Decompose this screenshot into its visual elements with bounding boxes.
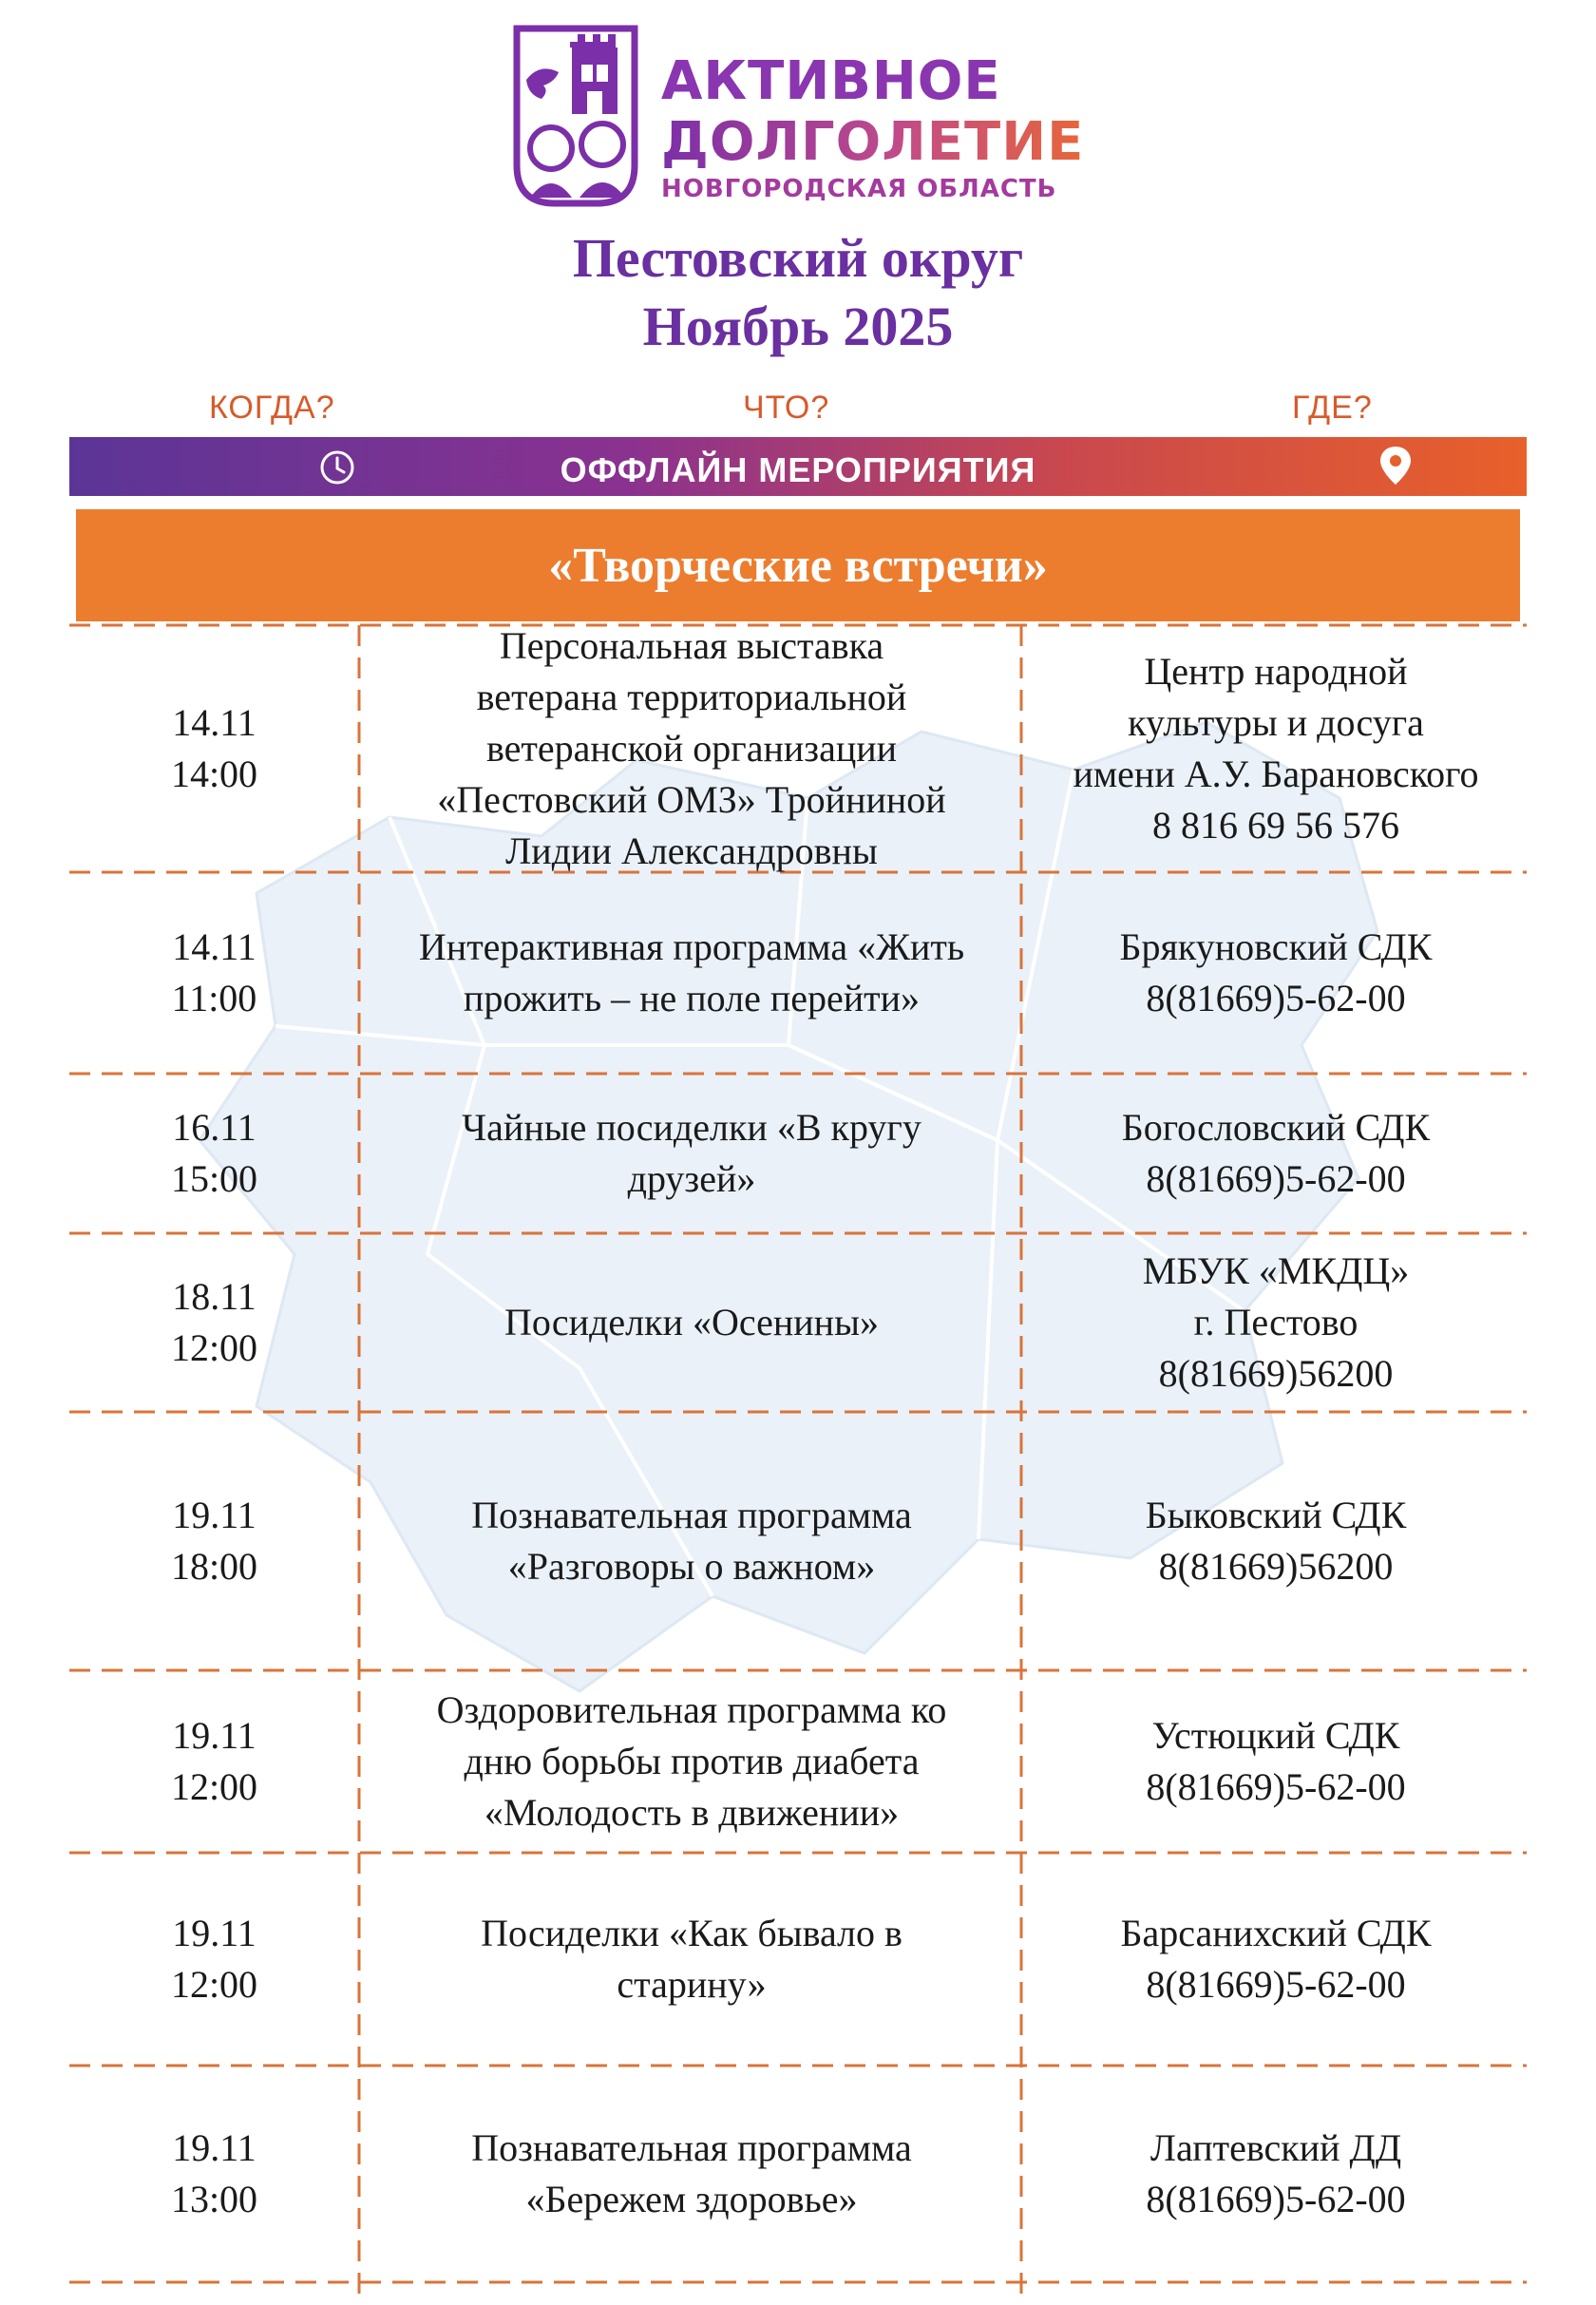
caption-when: КОГДА? xyxy=(209,390,335,426)
event-date: 19.11 xyxy=(172,2126,256,2169)
section-title: «Творческие встречи» xyxy=(548,539,1048,593)
event-date: 14.11 xyxy=(172,925,256,968)
event-what xyxy=(364,1074,1019,1233)
event-when xyxy=(69,1853,359,2066)
event-what xyxy=(364,872,1019,1074)
district-title: Пестовский округ xyxy=(572,227,1024,289)
event-where xyxy=(1024,872,1528,1074)
event-location: Быковский СДК 8(81669)56200 xyxy=(1145,1494,1407,1588)
event-description: Персональная выставка ветерана территориальной ветеранской организации «Пестовский ОМЗ» Тройниной Лидии Александровны xyxy=(437,624,946,872)
event-time: 11:00 xyxy=(171,977,257,1019)
event-where xyxy=(1024,625,1528,872)
event-where xyxy=(1024,1412,1528,1670)
event-where xyxy=(1024,2066,1528,2282)
event-time: 14:00 xyxy=(170,752,258,795)
event-description: Посиделки «Как бывало в старину» xyxy=(481,1912,902,2006)
event-date: 19.11 xyxy=(172,1714,256,1757)
event-location: Устюцкий СДК 8(81669)5-62-00 xyxy=(1146,1714,1406,1808)
event-location: МБУК «МКДЦ» г. Пестово 8(81669)56200 xyxy=(1142,1249,1410,1395)
logo-line-3: НОВГОРОДСКАЯ ОБЛАСТЬ xyxy=(661,175,1057,203)
event-what xyxy=(364,1412,1019,1670)
event-description: Познавательная программа «Разговоры о важном» xyxy=(471,1494,912,1588)
event-time: 13:00 xyxy=(170,2178,258,2220)
event-location: Центр народной культуры и досуга имени А.У. Барановского 8 816 69 56 576 xyxy=(1073,650,1479,847)
event-description: Чайные посиделки «В кругу друзей» xyxy=(462,1106,922,1200)
event-where xyxy=(1024,1074,1528,1233)
event-when xyxy=(69,1670,359,1853)
table-row xyxy=(69,2066,1527,2282)
caption-where: ГДЕ? xyxy=(1292,390,1373,426)
event-date: 18.11 xyxy=(172,1275,256,1318)
table-row xyxy=(69,1412,1527,1670)
logo-line-1: АКТИВНОЕ xyxy=(661,51,1084,112)
event-location: Лаптевский ДД 8(81669)5-62-00 xyxy=(1146,2126,1406,2220)
caption-what: ЧТО? xyxy=(743,390,830,426)
bar-title: ОФФЛАЙН МЕРОПРИЯТИЯ xyxy=(560,450,1036,489)
event-where xyxy=(1024,1670,1528,1853)
logo-emblem-icon xyxy=(509,23,642,209)
event-date: 16.11 xyxy=(172,1106,256,1149)
event-time: 12:00 xyxy=(170,1963,258,2006)
event-description: Оздоровительная программа ко дню борьбы против диабета «Молодость в движении» xyxy=(436,1688,947,1834)
event-location: Барсанихский СДК 8(81669)5-62-00 xyxy=(1120,1912,1432,2006)
event-what xyxy=(364,1670,1019,1853)
event-when xyxy=(69,1412,359,1670)
table-row xyxy=(69,625,1527,872)
logo-line-2: ДОЛГОЛЕТИЕ xyxy=(661,111,1085,173)
event-date: 19.11 xyxy=(172,1912,256,1954)
table-row xyxy=(69,1074,1527,1233)
offline-events-bar xyxy=(69,437,1527,496)
event-what xyxy=(364,625,1019,872)
event-date: 14.11 xyxy=(172,701,256,744)
month-title: Ноябрь 2025 xyxy=(642,295,954,357)
event-what xyxy=(364,2066,1019,2282)
section-band xyxy=(76,509,1520,621)
event-where xyxy=(1024,1853,1528,2066)
event-when xyxy=(69,1074,359,1233)
event-time: 18:00 xyxy=(170,1545,258,1588)
table-row xyxy=(69,1670,1527,1853)
event-location: Богословский СДК 8(81669)5-62-00 xyxy=(1121,1106,1431,1200)
event-time: 12:00 xyxy=(170,1326,258,1369)
event-description: Посиделки «Осенины» xyxy=(504,1301,879,1343)
event-what xyxy=(364,1853,1019,2066)
event-description: Интерактивная программа «Жить прожить – не поле перейти» xyxy=(418,925,965,1019)
event-date: 19.11 xyxy=(172,1494,256,1536)
event-when xyxy=(69,2066,359,2282)
event-time: 15:00 xyxy=(170,1157,258,1200)
event-when xyxy=(69,872,359,1074)
logo xyxy=(509,23,1098,213)
location-pin-icon xyxy=(1378,445,1413,486)
event-what xyxy=(364,1233,1019,1412)
event-when xyxy=(69,1233,359,1412)
event-where xyxy=(1024,1233,1528,1412)
table-row xyxy=(69,872,1527,1074)
event-location: Брякуновский СДК 8(81669)5-62-00 xyxy=(1119,925,1433,1019)
event-when xyxy=(69,625,359,872)
event-description: Познавательная программа «Бережем здоровье» xyxy=(471,2126,912,2220)
table-row xyxy=(69,1853,1527,2066)
table-row xyxy=(69,1233,1527,1412)
event-time: 12:00 xyxy=(170,1765,258,1808)
